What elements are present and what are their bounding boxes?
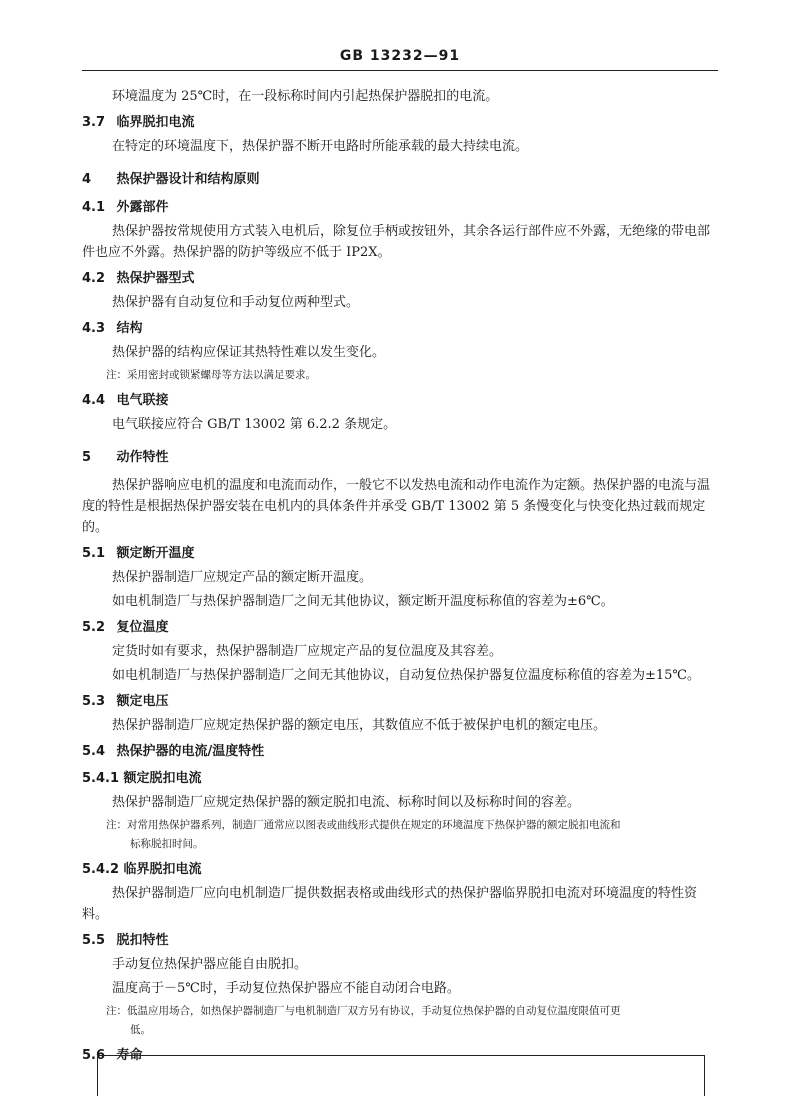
section-number: 4.4 bbox=[82, 393, 106, 408]
section-title: 动作特性 bbox=[116, 450, 169, 465]
section-title: 临界脱扣电流 bbox=[123, 862, 202, 877]
section-heading-4-1 bbox=[82, 197, 718, 219]
paragraph: 电气联接应符合 GB/T 13002 第 6.2.2 条规定。 bbox=[112, 417, 397, 432]
paragraph: 如电机制造厂与热保护器制造厂之间无其他协议，额定断开温度标称值的容差为±6℃。 bbox=[112, 594, 614, 609]
section-heading-5-1 bbox=[82, 543, 718, 565]
paragraph: 热保护器有自动复位和手动复位两种型式。 bbox=[112, 295, 360, 310]
footer-box bbox=[97, 1055, 705, 1096]
paragraph: 热保护器制造厂应向电机制造厂提供数据表格或曲线形式的热保护器临界脱扣电流对环境温度的特性资料。 bbox=[82, 886, 698, 922]
paragraph: 热保护器的结构应保证其热特性难以发生变化。 bbox=[112, 345, 386, 360]
section-heading-5-4 bbox=[82, 741, 718, 763]
section-title: 寿命 bbox=[116, 1048, 143, 1063]
section-heading-4-3 bbox=[82, 318, 718, 340]
section-number: 4.3 bbox=[82, 321, 106, 336]
note-line: 标称脱扣时间。 bbox=[130, 838, 204, 850]
paragraph: 热保护器制造厂应规定产品的额定断开温度。 bbox=[112, 570, 373, 585]
section-title: 脱扣特性 bbox=[116, 933, 169, 948]
note-line: 低。 bbox=[130, 1024, 151, 1036]
note bbox=[82, 1002, 718, 1040]
section-title: 复位温度 bbox=[116, 620, 169, 635]
header-rule bbox=[82, 70, 718, 71]
section-number: 5.4.1 bbox=[82, 771, 120, 786]
section-heading-4 bbox=[82, 169, 718, 191]
paragraph: 手动复位热保护器应能自由脱扣。 bbox=[112, 957, 308, 972]
section-title: 热保护器型式 bbox=[116, 271, 195, 286]
section-heading-5-2 bbox=[82, 617, 718, 639]
section-title: 外露部件 bbox=[116, 200, 169, 215]
section-number: 5 bbox=[82, 450, 92, 465]
paragraph: 在特定的环境温度下，热保护器不断开电路时所能承载的最大持续电流。 bbox=[112, 139, 529, 154]
section-number: 5.5 bbox=[82, 933, 106, 948]
section-heading-5 bbox=[82, 447, 718, 469]
section-title: 额定脱扣电流 bbox=[123, 771, 202, 786]
section-number: 4.1 bbox=[82, 200, 106, 215]
section-title: 热保护器设计和结构原则 bbox=[116, 172, 260, 187]
section-heading-5-5 bbox=[82, 930, 718, 952]
section-number: 3.7 bbox=[82, 115, 106, 130]
section-number: 5.2 bbox=[82, 620, 106, 635]
paragraph: 温度高于－5℃时，手动复位热保护器应不能自动闭合电路。 bbox=[112, 981, 460, 996]
paragraph: 热保护器制造厂应规定热保护器的额定电压，其数值应不低于被保护电机的额定电压。 bbox=[112, 718, 607, 733]
paragraph: 环境温度为 25℃时，在一段标称时间内引起热保护器脱扣的电流。 bbox=[112, 89, 499, 104]
section-number: 5.4 bbox=[82, 744, 106, 759]
section-number: 5.6 bbox=[82, 1048, 106, 1063]
section-title: 结构 bbox=[116, 321, 143, 336]
section-number: 4.2 bbox=[82, 271, 106, 286]
section-heading-5-4-2 bbox=[82, 859, 718, 881]
paragraph: 热保护器制造厂应规定热保护器的额定脱扣电流、标称时间以及标称时间的容差。 bbox=[112, 795, 581, 810]
section-heading-5-3 bbox=[82, 691, 718, 713]
section-number: 4 bbox=[82, 172, 92, 187]
section-title: 额定断开温度 bbox=[116, 546, 195, 561]
page-content bbox=[82, 86, 718, 1069]
page-header: GB 13232—91 bbox=[339, 48, 461, 64]
paragraph: 定货时如有要求，热保护器制造厂应规定产品的复位温度及其容差。 bbox=[112, 644, 503, 659]
note: 注：采用密封或锁紧螺母等方法以满足要求。 bbox=[106, 369, 316, 381]
note-line: 注：低温应用场合，如热保护器制造厂与电机制造厂双方另有协议，手动复位热保护器的自动复位温度限值可更 bbox=[106, 1005, 621, 1017]
section-number: 5.1 bbox=[82, 546, 106, 561]
paragraph: 如电机制造厂与热保护器制造厂之间无其他协议，自动复位热保护器复位温度标称值的容差为±15℃。 bbox=[112, 668, 700, 683]
section-title: 热保护器的电流/温度特性 bbox=[116, 744, 265, 759]
note bbox=[82, 816, 718, 854]
section-number: 5.3 bbox=[82, 694, 106, 709]
section-heading-4-2 bbox=[82, 268, 718, 290]
paragraph: 热保护器按常规使用方式装入电机后，除复位手柄或按钮外，其余各运行部件应不外露，无绝缘的带电部件也应不外露。热保护器的防护等级应不低于 IP2X。 bbox=[82, 224, 711, 260]
section-title: 临界脱扣电流 bbox=[116, 115, 195, 130]
section-heading-5-4-1 bbox=[82, 768, 718, 790]
section-heading-4-4 bbox=[82, 390, 718, 412]
section-title: 额定电压 bbox=[116, 694, 169, 709]
section-heading-3-7 bbox=[82, 112, 718, 134]
section-number: 5.4.2 bbox=[82, 862, 120, 877]
section-title: 电气联接 bbox=[116, 393, 169, 408]
paragraph: 热保护器响应电机的温度和电流而动作，一般它不以发热电流和动作电流作为定额。热保护器的电流与温度的特性是根据热保护器安装在电机内的具体条件并承受 GB/T 13002 第 5 条慢变化与快变化热过载而规定的。 bbox=[82, 478, 711, 535]
note-line: 注：对常用热保护器系列，制造厂通常应以图表或曲线形式提供在规定的环境温度下热保护器的额定脱扣电流和 bbox=[106, 819, 621, 831]
